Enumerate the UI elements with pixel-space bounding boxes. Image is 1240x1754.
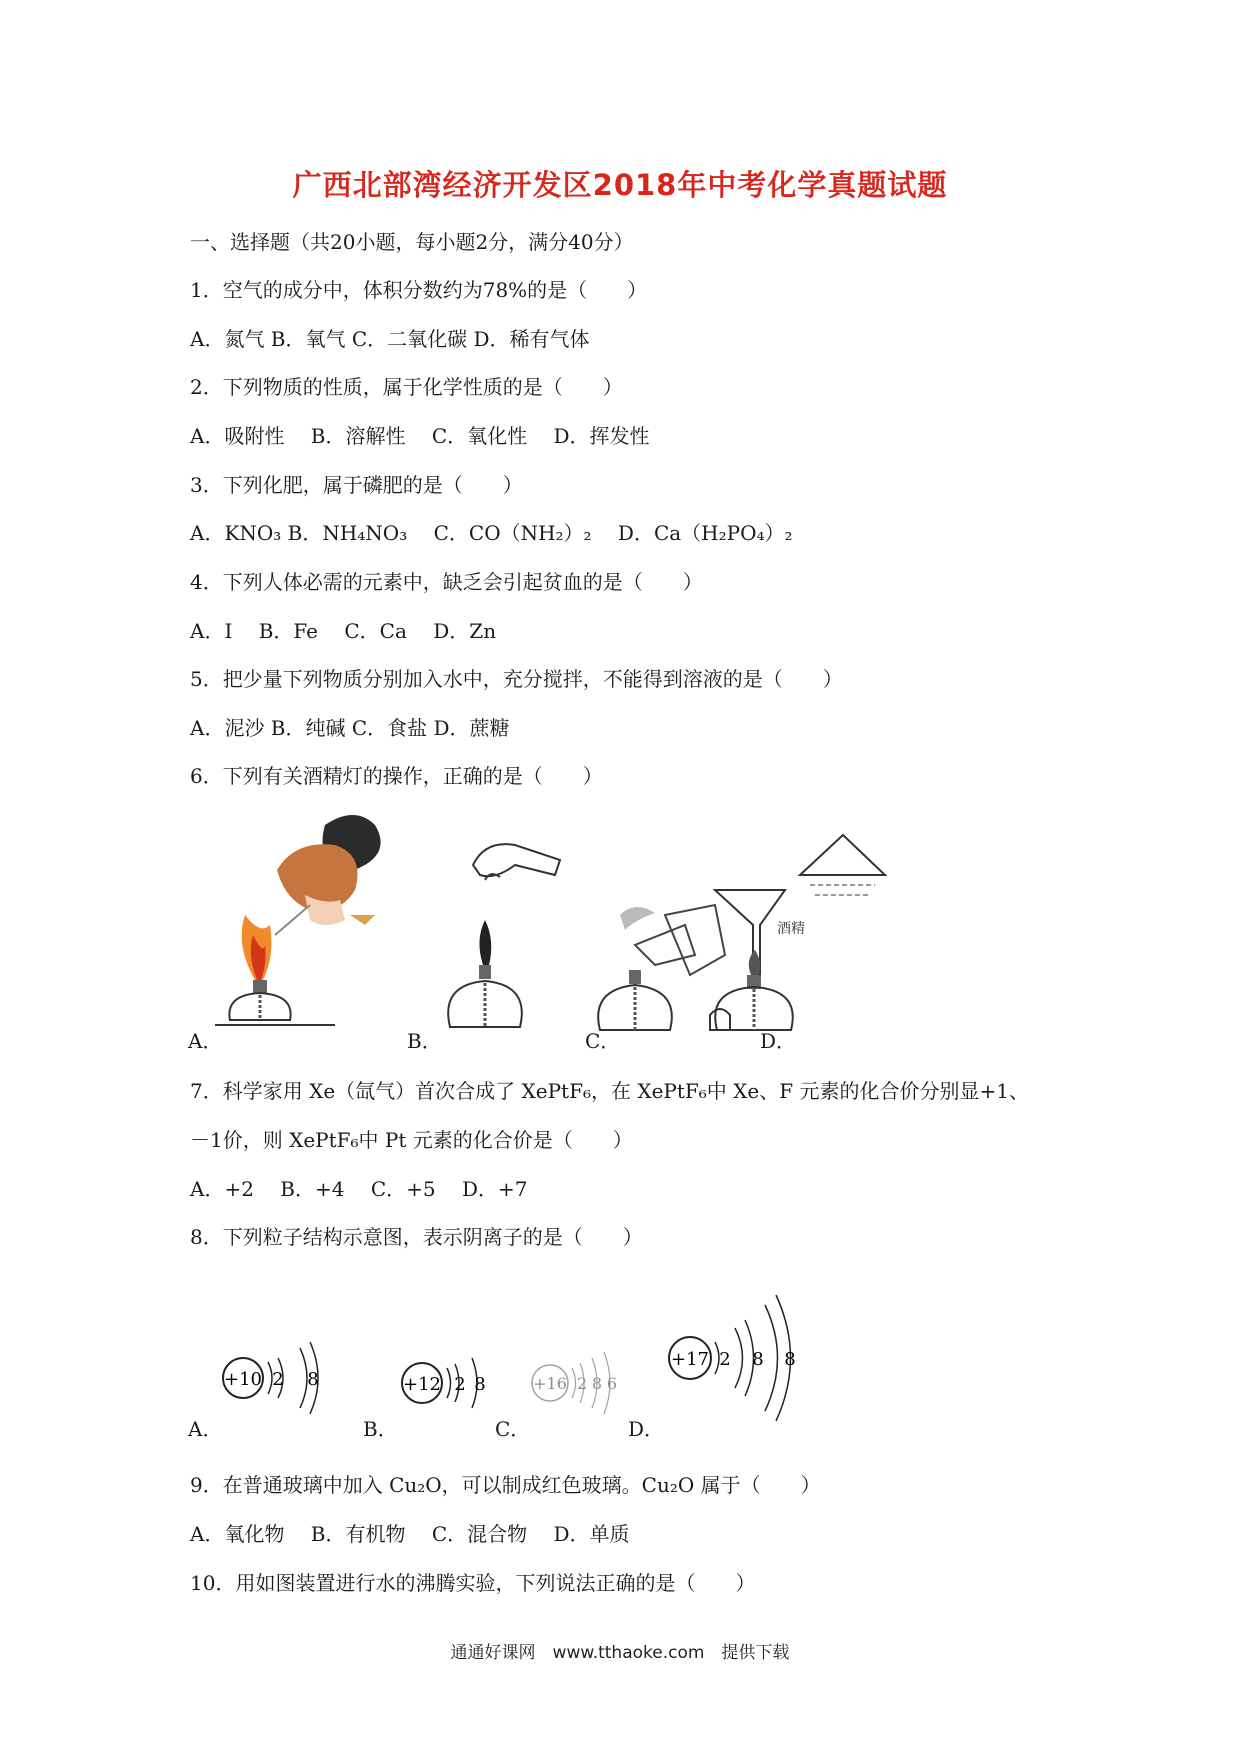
atom-d [669,1295,796,1421]
atom-a [223,1342,319,1414]
shell-c-1: 2 [576,1374,588,1393]
option-a-illustration [215,815,381,1025]
question-6: 6．下列有关酒精灯的操作，正确的是（ ） [190,764,603,788]
question-3-options: A．KNO₃ B．NH₄NO₃ C．CO（NH₂）₂ D．Ca（H₂PO₄）₂ [190,521,793,545]
q6-label-b: B． [407,1029,442,1053]
section-heading: 一、选择题（共20小题，每小题2分，满分40分） [190,230,634,254]
nucleus-d-charge: +17 [671,1349,709,1370]
alcohol-lamp-figure [215,805,955,1050]
page-title: 广西北部湾经济开发区2018年中考化学真题试题 [292,168,948,202]
question-5: 5．把少量下列物质分别加入水中，充分搅拌，不能得到溶液的是（ ） [190,667,843,691]
question-5-options: A．泥沙 B．纯碱 C．食盐 D．蔗糖 [190,716,510,740]
q6-label-a: A． [188,1029,223,1053]
question-9-options: A．氧化物 B．有机物 C．混合物 D．单质 [190,1522,630,1546]
particle-structure-figure [210,1270,810,1435]
shell-d-1: 2 [719,1349,731,1370]
option-b-illustration [448,844,560,1027]
atom-b [402,1358,486,1408]
shell-d-3: 8 [784,1349,796,1370]
shell-d-2: 8 [752,1349,764,1370]
question-7-line-2: －1价，则 XePtF₆中 Pt 元素的化合价是（ ） [190,1128,633,1152]
alcohol-label: 酒精 [777,921,805,937]
question-2: 2．下列物质的性质，属于化学性质的是（ ） [190,375,623,399]
question-7-line-1: 7．科学家用 Xe（氙气）首次合成了 XePtF₆，在 XePtF₆中 Xe、F 元素的化合价分别显+1、 [190,1079,1029,1103]
question-7-options: A．+2 B．+4 C．+5 D．+7 [190,1177,528,1201]
shell-c-3: 6 [606,1374,618,1393]
option-d-illustration [715,835,885,1030]
nucleus-a-charge: +10 [224,1369,262,1390]
shell-c-2: 8 [591,1374,603,1393]
nucleus-c-charge: +16 [533,1374,567,1393]
question-2-options: A．吸附性 B．溶解性 C．氧化性 D．挥发性 [190,424,650,448]
question-9: 9．在普通玻璃中加入 Cu₂O，可以制成红色玻璃。Cu₂O 属于（ ） [190,1473,821,1497]
atom-c [532,1352,617,1414]
shell-b-1: 2 [454,1374,466,1395]
option-c-illustration [598,905,730,1030]
shell-a-1: 2 [272,1369,284,1390]
question-4-options: A．I B．Fe C．Ca D．Zn [190,619,497,643]
question-8: 8．下列粒子结构示意图，表示阴离子的是（ ） [190,1225,643,1249]
nucleus-b-charge: +12 [403,1374,441,1395]
question-3: 3．下列化肥，属于磷肥的是（ ） [190,473,523,497]
q6-label-c: C． [585,1029,621,1053]
question-4: 4．下列人体必需的元素中，缺乏会引起贫血的是（ ） [190,570,703,594]
q8-label-a: A． [188,1417,223,1441]
q6-label-d: D． [760,1029,797,1053]
page-footer: 通通好课网 www.tthaoke.com 提供下载 [450,1643,790,1663]
shell-a-2: 8 [307,1369,319,1390]
q8-label-d: D． [628,1417,665,1441]
question-1: 1．空气的成分中，体积分数约为78%的是（ ） [190,278,648,302]
question-1-options: A．氮气 B．氧气 C．二氧化碳 D．稀有气体 [190,327,590,351]
question-10: 10．用如图装置进行水的沸腾实验，下列说法正确的是（ ） [190,1571,756,1595]
q8-label-c: C． [495,1417,531,1441]
q8-label-b: B． [363,1417,398,1441]
shell-b-2: 8 [474,1374,486,1395]
